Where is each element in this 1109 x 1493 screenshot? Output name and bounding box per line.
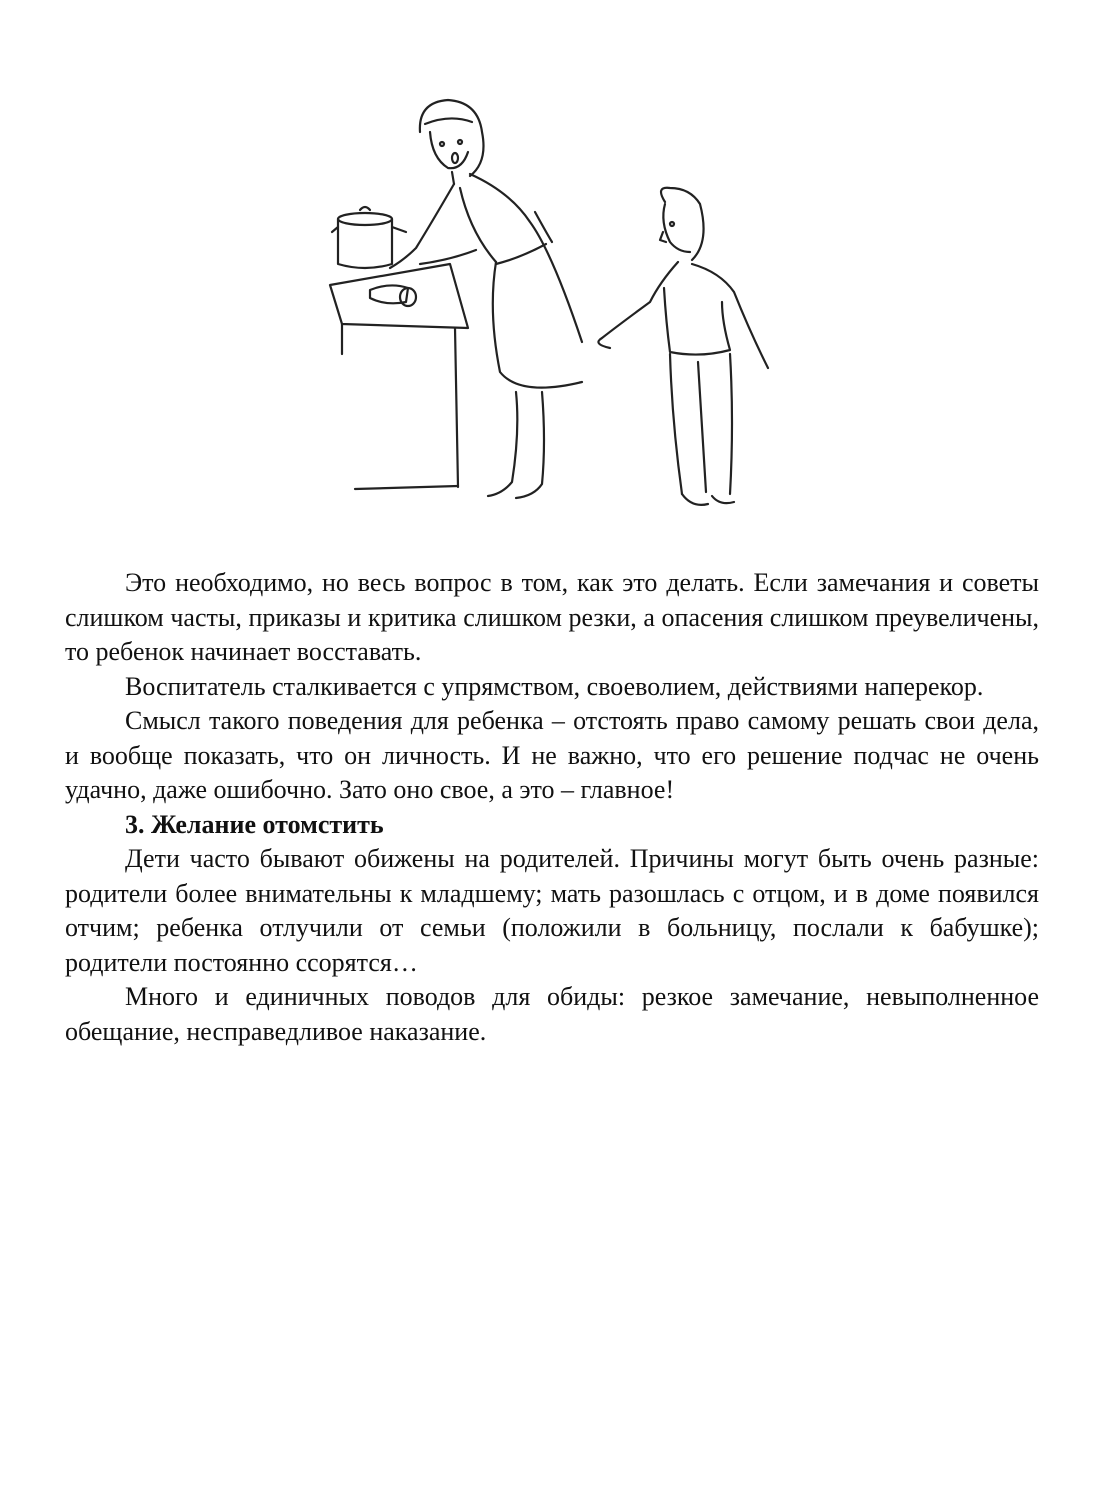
paragraph: Много и единичных поводов для обиды: резкое замечание, невыполненное обещание, несправедливое наказание.: [65, 982, 1039, 1046]
mother-child-illustration: [320, 92, 780, 520]
section-heading: 3. Желание отомстить: [125, 809, 384, 839]
paragraph: Это необходимо, но весь вопрос в том, как это делать. Если замечания и советы слишком часты, приказы и критика слишком резки, а опасения слишком преувеличены, то ребенок начинает восставать.: [65, 568, 1039, 666]
paragraph: Дети часто бывают обижены на родителей. Причины могут быть очень разные: родители более внимательны к младшему; мать разошлась с отцом, и в доме появился отчим; ребенка отлучили от семьи (положили в больницу, послали к бабушке); родители постоянно ссорятся…: [65, 844, 1039, 977]
body-text: [65, 566, 1039, 1049]
mother-cooking-child-icon: [320, 92, 780, 520]
paragraph: Смысл такого поведения для ребенка – отстоять право самому решать свои дела, и вообще показать, что он личность. И не важно, что его решение подчас не очень удачно, даже ошибочно. Зато оно свое, а это – главное!: [65, 706, 1039, 804]
paragraph: Воспитатель сталкивается с упрямством, своеволием, действиями наперекор.: [125, 671, 984, 701]
